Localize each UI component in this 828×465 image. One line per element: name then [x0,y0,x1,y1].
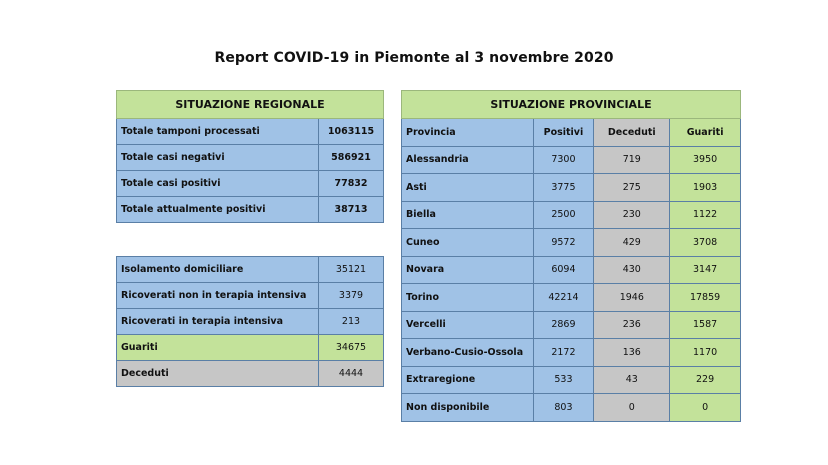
table-row [402,284,741,312]
provincia-cell: Novara [402,256,534,284]
positivi-cell: 3775 [533,174,594,202]
row-value: 3379 [319,283,384,309]
table-row [402,366,741,394]
guariti-cell: 3147 [670,256,741,284]
guariti-cell: 1903 [670,174,741,202]
table-row [117,335,384,361]
table-row [402,146,741,174]
provincial-header: SITUAZIONE PROVINCIALE [402,91,741,119]
table-row [117,171,384,197]
positivi-cell: 2869 [533,311,594,339]
row-value: 4444 [319,361,384,387]
row-label: Ricoverati in terapia intensiva [117,309,319,335]
table-row [117,145,384,171]
table-row [402,394,741,422]
row-label: Totale casi positivi [117,171,319,197]
table-row [402,201,741,229]
table-row [117,361,384,387]
row-label: Totale casi negativi [117,145,319,171]
guariti-cell: 3950 [670,146,741,174]
positivi-cell: 2172 [533,339,594,367]
table-row [402,174,741,202]
provincia-cell: Biella [402,201,534,229]
deceduti-cell: 430 [594,256,670,284]
regional-summary-table [116,90,384,223]
provincia-cell: Vercelli [402,311,534,339]
positivi-cell: 2500 [533,201,594,229]
deceduti-cell: 236 [594,311,670,339]
guariti-cell: 3708 [670,229,741,257]
row-value: 34675 [319,335,384,361]
guariti-cell: 17859 [670,284,741,312]
table-row [117,257,384,283]
guariti-cell: 1122 [670,201,741,229]
deceduti-cell: 1946 [594,284,670,312]
table-row [117,119,384,145]
guariti-cell: 1170 [670,339,741,367]
deceduti-cell: 719 [594,146,670,174]
table-row [117,283,384,309]
table-row [402,339,741,367]
provincia-cell: Alessandria [402,146,534,174]
row-label: Totale attualmente positivi [117,197,319,223]
guariti-cell: 0 [670,394,741,422]
guariti-cell: 229 [670,366,741,394]
positivi-cell: 533 [533,366,594,394]
row-label: Deceduti [117,361,319,387]
positivi-cell: 42214 [533,284,594,312]
table-row [117,197,384,223]
provincia-cell: Verbano-Cusio-Ossola [402,339,534,367]
deceduti-cell: 275 [594,174,670,202]
row-value: 77832 [319,171,384,197]
deceduti-cell: 429 [594,229,670,257]
table-row [402,229,741,257]
provincial-table [401,90,741,422]
provincia-cell: Torino [402,284,534,312]
table-row [402,311,741,339]
column-header-positivi: Positivi [533,119,594,147]
table-row [402,256,741,284]
column-header-provincia: Provincia [402,119,534,147]
row-label: Guariti [117,335,319,361]
positivi-cell: 803 [533,394,594,422]
provincia-cell: Asti [402,174,534,202]
deceduti-cell: 0 [594,394,670,422]
row-label: Ricoverati non in terapia intensiva [117,283,319,309]
positivi-cell: 9572 [533,229,594,257]
positivi-cell: 6094 [533,256,594,284]
table-row [117,309,384,335]
column-header-deceduti: Deceduti [594,119,670,147]
provincia-cell: Cuneo [402,229,534,257]
regional-detail-table [116,256,384,387]
deceduti-cell: 230 [594,201,670,229]
row-label: Totale tamponi processati [117,119,319,145]
row-value: 586921 [319,145,384,171]
provincia-cell: Non disponibile [402,394,534,422]
row-value: 1063115 [319,119,384,145]
deceduti-cell: 136 [594,339,670,367]
row-label: Isolamento domiciliare [117,257,319,283]
provincia-cell: Extraregione [402,366,534,394]
guariti-cell: 1587 [670,311,741,339]
positivi-cell: 7300 [533,146,594,174]
regional-header: SITUAZIONE REGIONALE [117,91,384,119]
row-value: 213 [319,309,384,335]
column-header-guariti: Guariti [670,119,741,147]
row-value: 38713 [319,197,384,223]
row-value: 35121 [319,257,384,283]
report-title: Report COVID-19 in Piemonte al 3 novembre 2020 [214,50,614,66]
column-headers [402,119,741,147]
deceduti-cell: 43 [594,366,670,394]
